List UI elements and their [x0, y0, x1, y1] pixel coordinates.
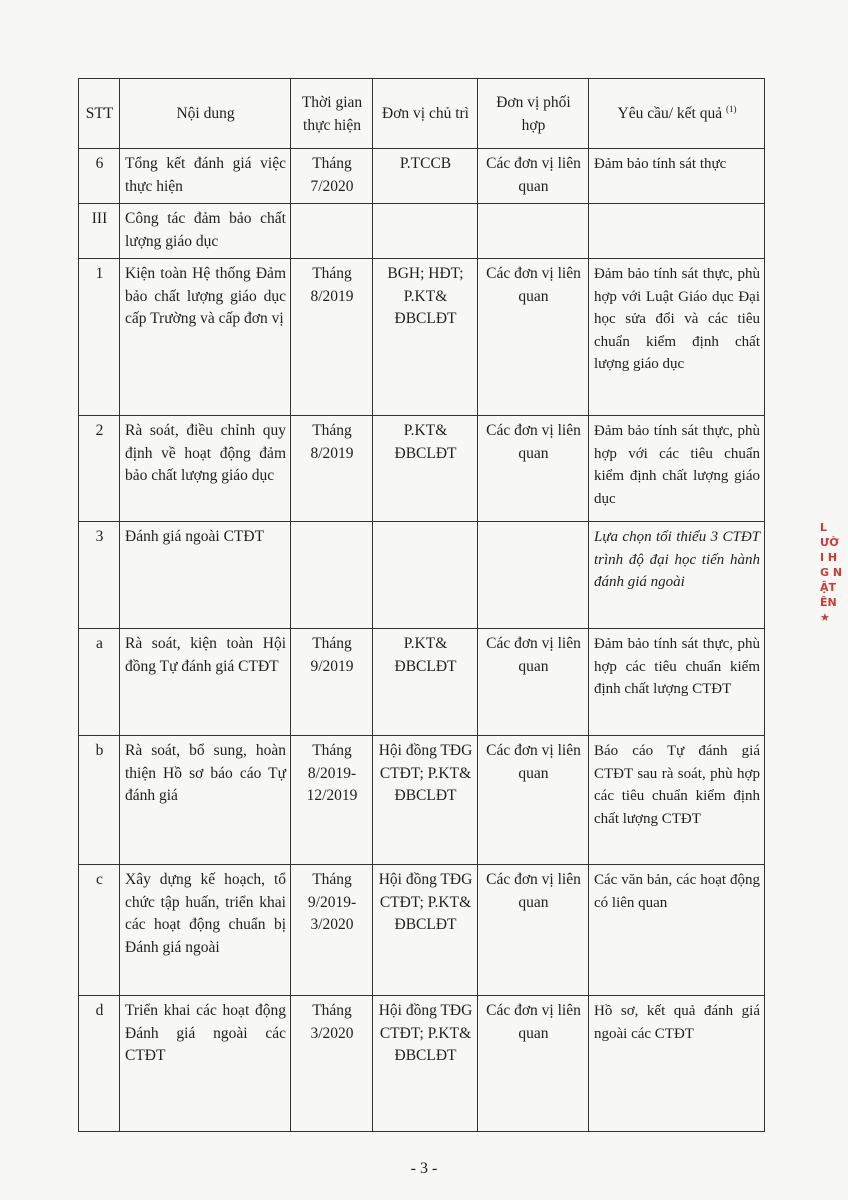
table-row [79, 416, 765, 522]
row-time [291, 204, 373, 259]
row-lead-unit: P.TCCB [373, 149, 478, 204]
section-number: III [79, 204, 120, 259]
row-content: Tổng kết đánh giá việc thực hiện [120, 149, 291, 204]
row-content: Rà soát, kiện toàn Hội đồng Tự đánh giá CTĐT [120, 629, 291, 736]
row-requirement: Hồ sơ, kết quả đánh giá ngoài các CTĐT [589, 996, 765, 1132]
row-lead-unit: Hội đồng TĐG CTĐT; P.KT& ĐBCLĐT [373, 736, 478, 865]
table-row [79, 259, 765, 416]
section-row [79, 204, 765, 259]
header-requirement-label: Yêu cầu/ kết quả [617, 105, 723, 123]
header-requirement [589, 79, 765, 149]
row-requirement [589, 204, 765, 259]
table-row [79, 522, 765, 629]
row-requirement: Đảm bảo tính sát thực, phù hợp các tiêu chuẩn kiểm định chất lượng CTĐT [589, 629, 765, 736]
table-row [79, 629, 765, 736]
row-stt: a [79, 629, 120, 736]
stamp-text-0: L [820, 521, 828, 534]
row-coord-unit: Các đơn vị liên quan [478, 416, 589, 522]
row-lead-unit [373, 522, 478, 629]
row-coord-unit [478, 522, 589, 629]
row-stt: c [79, 865, 120, 996]
row-requirement: Các văn bản, các hoạt động có liên quan [589, 865, 765, 996]
row-time: Tháng 7/2020 [291, 149, 373, 204]
stamp-text-1: ƯỜ [820, 536, 839, 549]
stamp-text-4: ẬT [820, 581, 837, 594]
row-lead-unit [373, 204, 478, 259]
row-content: Rà soát, bổ sung, hoàn thiện Hồ sơ báo cáo Tự đánh giá [120, 736, 291, 865]
section-title: Công tác đảm bảo chất lượng giáo dục [120, 204, 291, 259]
row-requirement: Đảm bảo tính sát thực [589, 149, 765, 204]
row-coord-unit: Các đơn vị liên quan [478, 996, 589, 1132]
plan-table [78, 78, 765, 1132]
header-requirement-note: (1) [725, 104, 737, 115]
row-time: Tháng 3/2020 [291, 996, 373, 1132]
row-requirement: Đảm bảo tính sát thực, phù hợp với Luật Giáo dục Đại học sửa đổi và các tiêu chuẩn kiểm định chất lượng giáo dục [589, 259, 765, 416]
table-row [79, 149, 765, 204]
row-stt: 1 [79, 259, 120, 416]
row-stt: 6 [79, 149, 120, 204]
header-time: Thời gian thực hiện [291, 79, 373, 149]
row-lead-unit: Hội đồng TĐG CTĐT; P.KT& ĐBCLĐT [373, 865, 478, 996]
row-stt: b [79, 736, 120, 865]
row-time: Tháng 9/2019 [291, 629, 373, 736]
header-content: Nội dung [120, 79, 291, 149]
table-row [79, 996, 765, 1132]
row-requirement: Đảm bảo tính sát thực, phù hợp với các tiêu chuẩn kiểm định chất lượng giáo dục [589, 416, 765, 522]
row-content: Kiện toàn Hệ thống Đảm bảo chất lượng giáo dục cấp Trường và cấp đơn vị [120, 259, 291, 416]
row-time [291, 522, 373, 629]
row-coord-unit: Các đơn vị liên quan [478, 736, 589, 865]
row-lead-unit: BGH; HĐT; P.KT& ĐBCLĐT [373, 259, 478, 416]
row-lead-unit: Hội đồng TĐG CTĐT; P.KT& ĐBCLĐT [373, 996, 478, 1132]
header-coord-unit: Đơn vị phối hợp [478, 79, 589, 149]
row-content: Triển khai các hoạt động Đánh giá ngoài các CTĐT [120, 996, 291, 1132]
row-requirement: Báo cáo Tự đánh giá CTĐT sau rà soát, phù hợp các tiêu chuẩn kiểm định chất lượng CTĐT [589, 736, 765, 865]
row-stt: 2 [79, 416, 120, 522]
stamp-text-3: G N [820, 566, 843, 579]
row-lead-unit: P.KT& ĐBCLĐT [373, 416, 478, 522]
stamp-text-2: I H [820, 551, 838, 564]
stamp-text-5: ÊN [820, 596, 837, 609]
row-content: Đánh giá ngoài CTĐT [120, 522, 291, 629]
row-content: Rà soát, điều chỉnh quy định về hoạt động đảm bảo chất lượng giáo dục [120, 416, 291, 522]
row-coord-unit: Các đơn vị liên quan [478, 259, 589, 416]
row-coord-unit [478, 204, 589, 259]
header-lead-unit: Đơn vị chủ trì [373, 79, 478, 149]
row-time: Tháng 8/2019 [291, 259, 373, 416]
table-row [79, 865, 765, 996]
row-coord-unit: Các đơn vị liên quan [478, 149, 589, 204]
row-time: Tháng 8/2019 [291, 416, 373, 522]
row-coord-unit: Các đơn vị liên quan [478, 629, 589, 736]
row-stt: d [79, 996, 120, 1132]
star-icon: ★ [820, 611, 830, 624]
row-time: Tháng 8/2019- 12/2019 [291, 736, 373, 865]
row-content: Xây dựng kế hoạch, tổ chức tập huấn, triển khai các hoạt động chuẩn bị Đánh giá ngoài [120, 865, 291, 996]
page-number: - 3 - [410, 1160, 438, 1177]
row-time: Tháng 9/2019- 3/2020 [291, 865, 373, 996]
table-row [79, 736, 765, 865]
red-stamp-fragment [820, 520, 848, 680]
row-lead-unit: P.KT& ĐBCLĐT [373, 629, 478, 736]
row-stt: 3 [79, 522, 120, 629]
header-stt: STT [79, 79, 120, 149]
row-coord-unit: Các đơn vị liên quan [478, 865, 589, 996]
row-requirement: Lựa chọn tối thiểu 3 CTĐT trình độ đại học tiến hành đánh giá ngoài [589, 522, 765, 629]
header-row [79, 79, 765, 149]
